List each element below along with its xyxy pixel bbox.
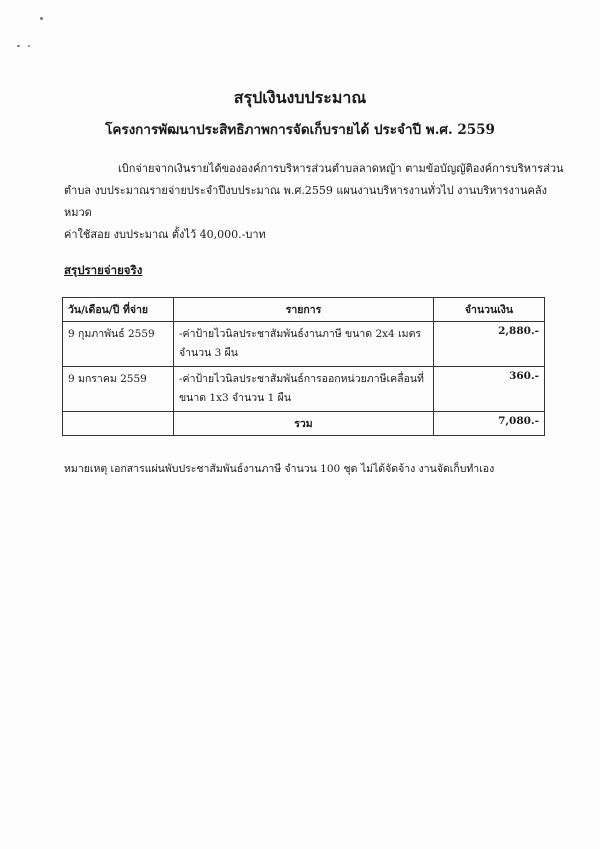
header-amount: จำนวนเงิน — [434, 298, 545, 322]
scan-speck — [17, 45, 20, 47]
page-title: สรุปเงินงบประมาณ — [233, 88, 367, 107]
row-item — [174, 367, 434, 412]
budget-paragraph — [64, 158, 564, 246]
row-date: 9 มกราคม 2559 — [63, 367, 174, 412]
total-empty-cell — [63, 412, 174, 436]
paragraph-line-3: ค่าใช้สอย งบประมาณ ตั้งไว้ 40,000.-บาท — [64, 228, 266, 241]
scan-speck — [40, 17, 43, 20]
row-amount: 2,880.- — [434, 322, 545, 367]
table-header-row — [63, 298, 545, 322]
table-total-row — [63, 412, 545, 436]
expense-table — [62, 297, 545, 436]
paragraph-line-2: ตำบล งบประมาณรายจ่ายประจำปีงบประมาณ พ.ศ.2559 แผนงานบริหารงานทั่วไป งานบริหารงานคลัง หมวด — [64, 184, 548, 219]
row-item-line-2: ขนาด 1x3 จำนวน 1 ผืน — [179, 392, 292, 404]
row-date: 9 กุมภาพันธ์ 2559 — [63, 322, 174, 367]
row-item — [174, 322, 434, 367]
header-item: รายการ — [174, 298, 434, 322]
total-amount: 7,080.- — [434, 412, 545, 436]
scan-speck — [28, 45, 30, 47]
header-date: วัน/เดือน/ปี ที่จ่าย — [63, 298, 174, 322]
total-label: รวม — [174, 412, 434, 436]
paragraph-line-1: เบิกจ่ายจากเงินรายได้ขององค์การบริหารส่วนตำบลลาดหญ้า ตามข้อบัญญัติองค์การบริหารส่วน — [118, 162, 564, 175]
row-item-line-2: จำนวน 3 ผืน — [179, 347, 238, 359]
table-row — [63, 367, 545, 412]
footnote: หมายเหตุ เอกสารแผ่นพับประชาสัมพันธ์งานภาษี จำนวน 100 ชุด ไม่ได้จัดจ้าง งานจัดเก็บทำเอง — [64, 463, 495, 475]
section-heading: สรุปรายจ่ายจริง — [64, 263, 143, 277]
table-row — [63, 322, 545, 367]
row-amount: 360.- — [434, 367, 545, 412]
project-subtitle: โครงการพัฒนาประสิทธิภาพการจัดเก็บรายได้ ประจำปี พ.ศ. 2559 — [105, 122, 495, 138]
row-item-line-1: -ค่าป้ายไวนิลประชาสัมพันธ์งานภาษี ขนาด 2x4 เมตร — [179, 328, 422, 340]
row-item-line-1: -ค่าป้ายไวนิลประชาสัมพันธ์การออกหน่วยภาษีเคลื่อนที่ — [179, 373, 424, 385]
